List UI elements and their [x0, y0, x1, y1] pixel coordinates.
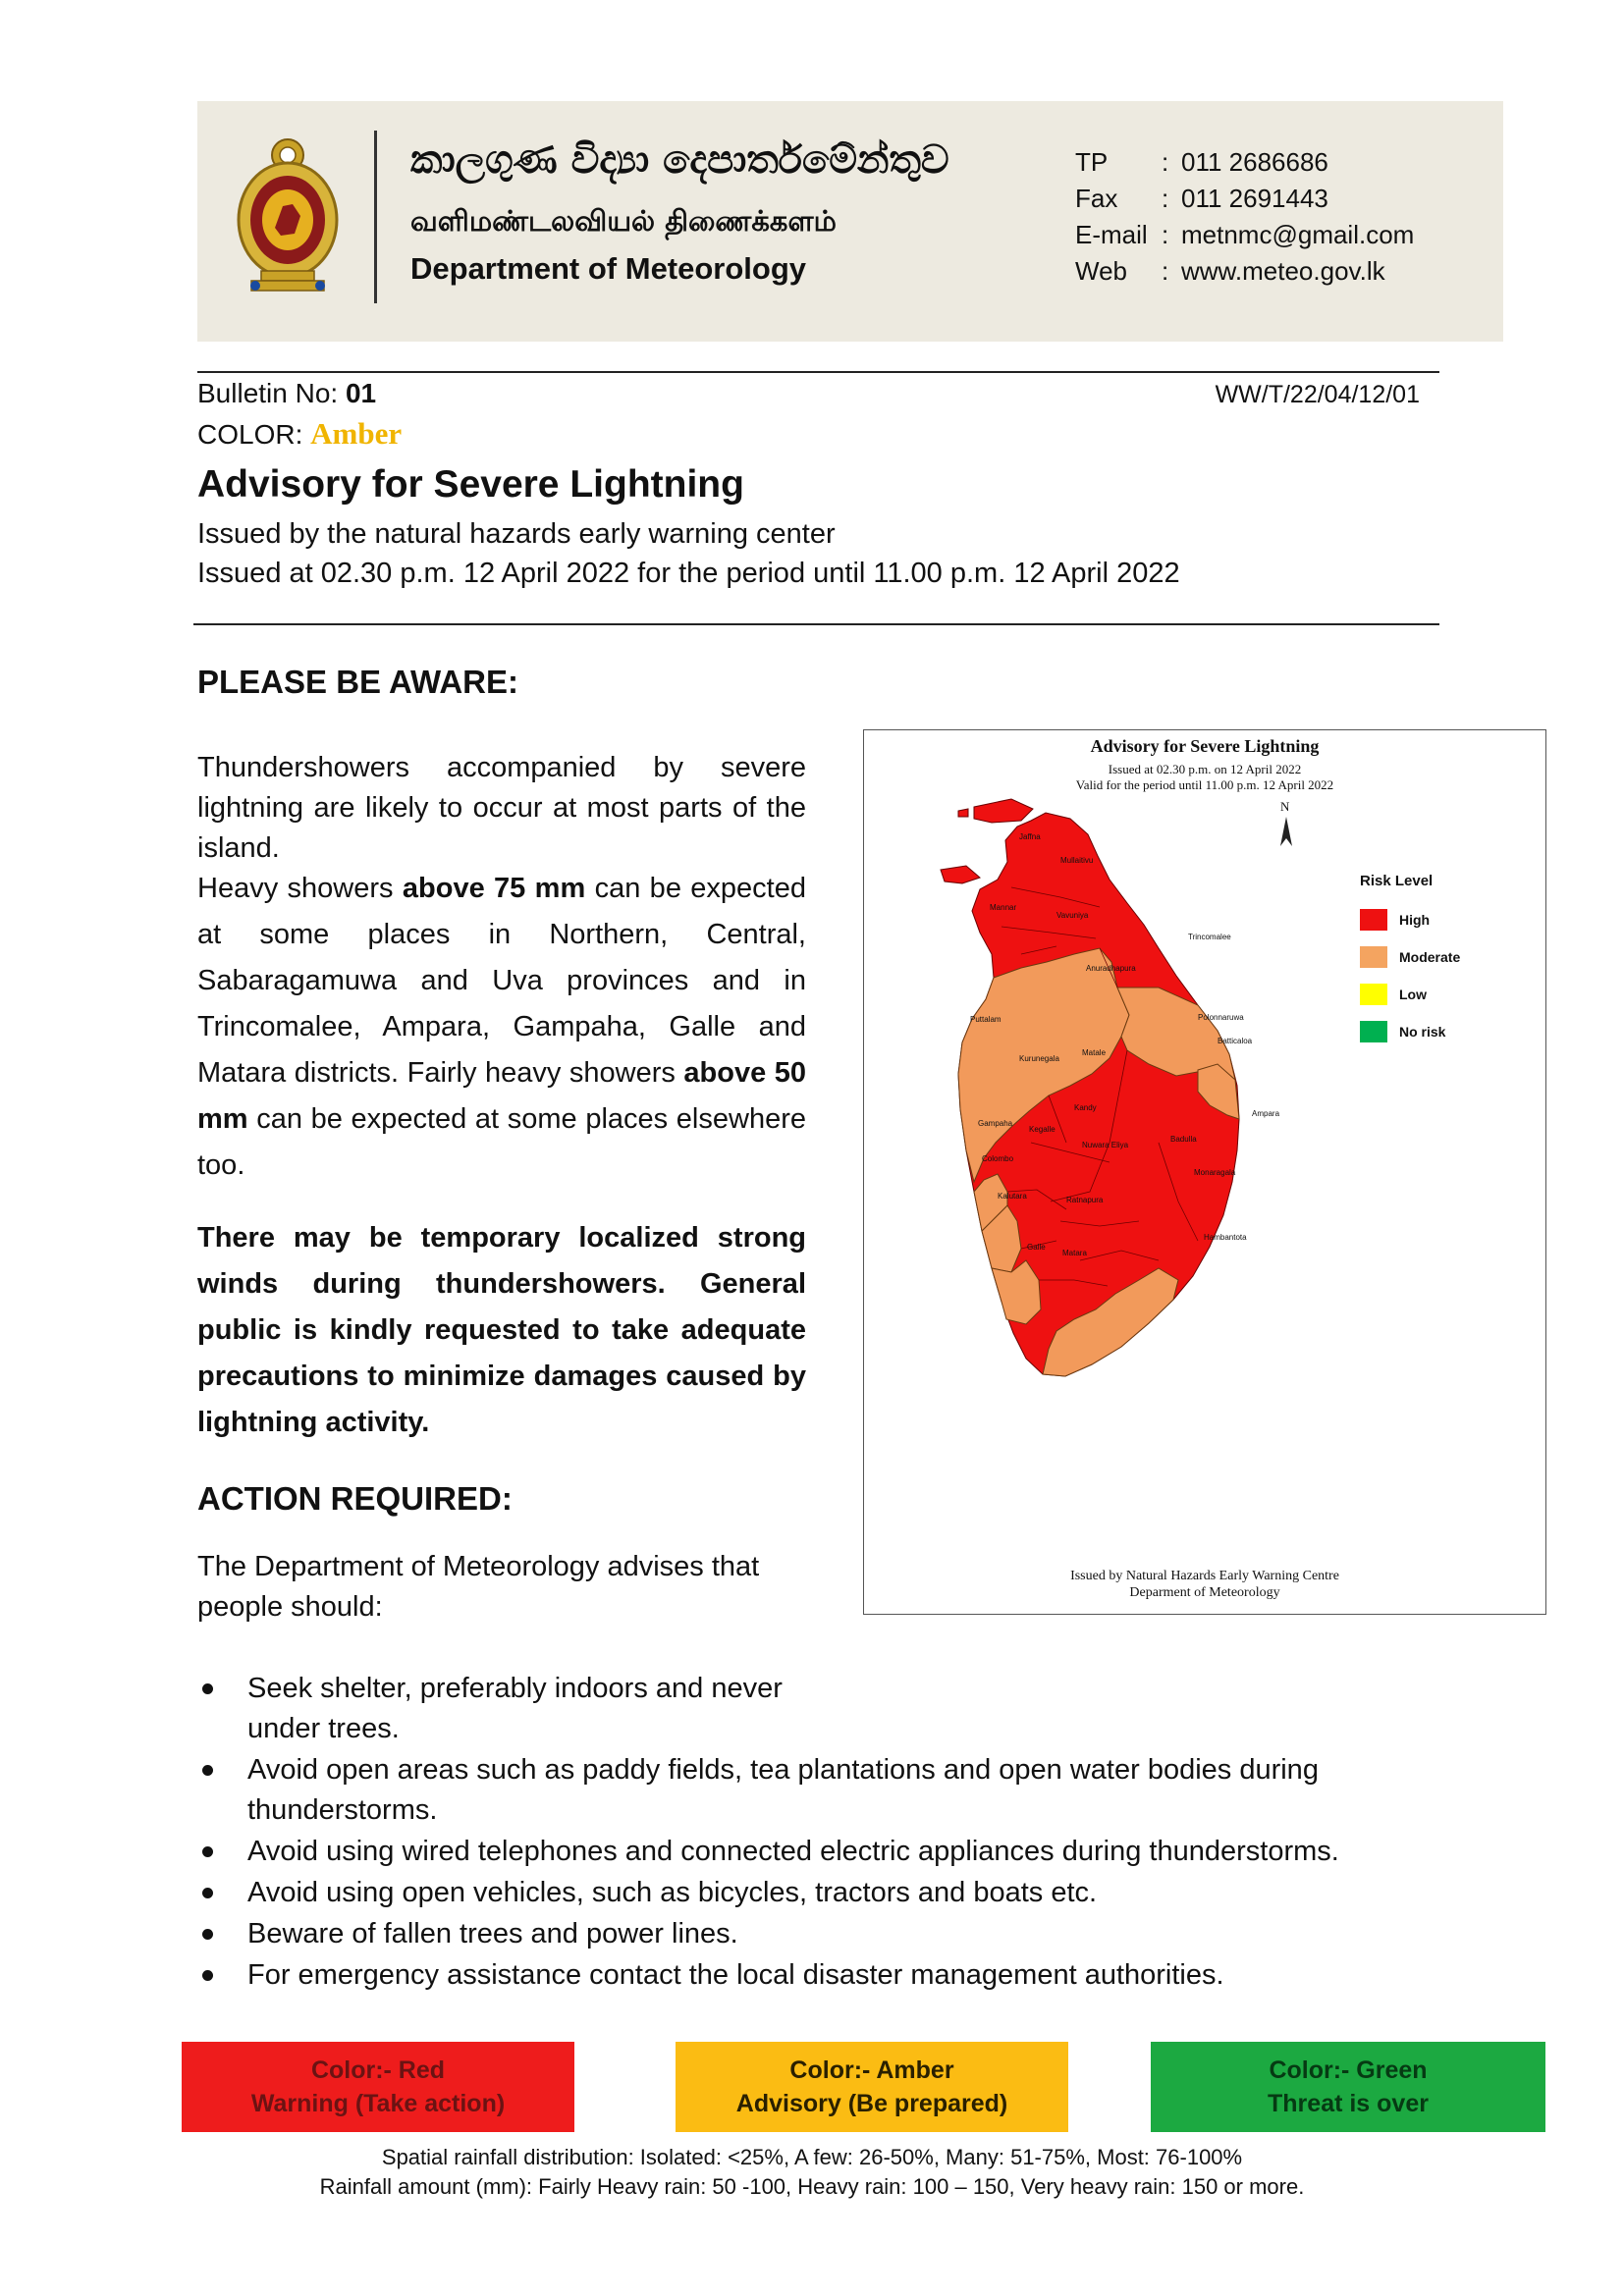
key-amber-meaning: Advisory (Be prepared): [735, 2090, 1008, 2117]
contact-separator: :: [1162, 256, 1169, 286]
map-footer-dept: Deparment of Meteorology: [1129, 1585, 1280, 1600]
list-item-text: Avoid using wired telephones and connected electric appliances during thunderstorms.: [247, 1836, 1339, 1867]
legend-label: No risk: [1399, 1024, 1446, 1040]
action-list: [197, 1669, 1474, 1997]
bulletin-number-label: Bulletin No:: [197, 378, 346, 408]
text-run: can be expected at some places in Northern, Central, Sabaragamuwa and Uva provinces and in Trincomalee, Ampara, Gampaha, Galle and Matara districts. Fairly heavy showers: [197, 873, 806, 1089]
district-label: Nuwara Eliya: [1082, 1141, 1129, 1149]
aware-paragraph-2: [197, 866, 806, 1189]
map-footer-issuer: Issued by Natural Hazards Early Warning Centre: [1070, 1569, 1339, 1583]
key-red-meaning: Warning (Take action): [250, 2090, 506, 2117]
map-legend: [1360, 873, 1460, 1050]
contact-row-email: [1075, 217, 1414, 253]
contact-value: 011 2691443: [1181, 184, 1328, 213]
contact-separator: :: [1162, 220, 1169, 249]
middle-rule: [193, 623, 1439, 625]
contact-label: E-mail: [1075, 220, 1148, 249]
district-label: Mannar: [990, 903, 1017, 912]
list-item: [197, 1750, 1474, 1831]
legend-swatch: [1360, 946, 1387, 968]
key-amber-color: Color:- Amber: [789, 2056, 954, 2084]
contact-label: Web: [1075, 256, 1127, 286]
district-label: Kurunegala: [1019, 1054, 1059, 1063]
key-green: [1151, 2042, 1545, 2132]
list-item-text: Avoid open areas such as paddy fields, tea plantations and open water bodies during thunderstorms.: [247, 1754, 1319, 1826]
contact-separator: :: [1162, 184, 1169, 213]
footer-distribution: Spatial rainfall distribution: Isolated: <25%, A few: 26-50%, Many: 51-75%, Most: 76-100%: [381, 2145, 1243, 2169]
list-item-text: For emergency assistance contact the local disaster management authorities.: [247, 1959, 1224, 1991]
key-green-color: Color:- Green: [1269, 2056, 1428, 2084]
contact-block: [1075, 144, 1414, 290]
key-red-color: Color:- Red: [310, 2056, 446, 2084]
district-label: Matale: [1082, 1048, 1107, 1057]
map-valid-until: Valid for the period until 11.00 p.m. 12 April 2022: [1075, 777, 1334, 792]
district-label: Galle: [1027, 1243, 1046, 1252]
list-item-text: Seek shelter, preferably indoors and never under trees.: [247, 1673, 783, 1744]
dept-name-english: Department of Meteorology: [410, 251, 807, 286]
bullet-icon: [202, 1683, 213, 1694]
contact-value[interactable]: www.meteo.gov.lk: [1181, 256, 1385, 286]
text-run-bold: above 75 mm: [402, 873, 586, 904]
legend-item-low: [1360, 976, 1460, 1013]
district-label: Puttalam: [970, 1015, 1001, 1024]
dept-name-sinhala: කාලගුණ විද්‍යා දෙපාර්තමේන්තුව: [410, 137, 949, 183]
list-item: [197, 1955, 1474, 1996]
district-label: Vavuniya: [1056, 911, 1089, 920]
district-label: Ratnapura: [1066, 1196, 1104, 1204]
district-label: Hambantota: [1204, 1233, 1247, 1242]
contact-row-tp: [1075, 144, 1414, 181]
action-heading: ACTION REQUIRED:: [197, 1480, 513, 1517]
map-region-high: [941, 866, 980, 883]
top-rule: [197, 371, 1439, 373]
list-item: [197, 1914, 1474, 1954]
bullet-icon: [202, 1970, 213, 1981]
legend-title: Risk Level: [1360, 873, 1434, 889]
district-label: Kandy: [1074, 1103, 1097, 1112]
contact-label: Fax: [1075, 184, 1118, 213]
district-label: Kegalle: [1029, 1125, 1056, 1134]
legend-swatch: [1360, 1021, 1387, 1042]
text-run-bold: above 50 mm: [197, 1057, 806, 1135]
contact-separator: :: [1162, 147, 1169, 177]
contact-value[interactable]: metnmc@gmail.com: [1181, 220, 1415, 249]
map-issued-at: Issued at 02.30 p.m. on 12 April 2022: [1108, 762, 1302, 776]
bulletin-color: [197, 416, 402, 452]
footer-amount: Rainfall amount (mm): Fairly Heavy rain: 50 -100, Heavy rain: 100 – 150, Very heavy rain: 150 or more.: [319, 2174, 1305, 2199]
risk-map: [863, 729, 1546, 1615]
text-run: Heavy showers: [197, 873, 403, 904]
key-amber: [676, 2042, 1068, 2132]
map-region-high: [974, 799, 1033, 823]
district-label: Polonnaruwa: [1198, 1013, 1244, 1022]
legend-item-no-risk: [1360, 1013, 1460, 1050]
bulletin-number-value: 01: [345, 378, 377, 408]
legend-swatch: [1360, 909, 1387, 931]
bulletin-number: [197, 378, 376, 409]
district-label: Matara: [1062, 1249, 1087, 1257]
district-label: Jaffna: [1019, 832, 1041, 841]
district-label: Kalutara: [998, 1192, 1027, 1201]
district-label: Anuradhapura: [1086, 964, 1136, 973]
issued-by: Issued by the natural hazards early warning center: [197, 518, 836, 550]
key-red: [182, 2042, 574, 2132]
legend-label: Moderate: [1399, 949, 1461, 965]
district-label: Badulla: [1170, 1135, 1197, 1144]
legend-label: High: [1399, 912, 1431, 928]
bullet-icon: [202, 1888, 213, 1898]
district-label: Gampaha: [978, 1119, 1013, 1128]
bulletin-color-value: Amber: [310, 416, 403, 451]
action-intro: The Department of Meteorology advises that people should:: [197, 1551, 760, 1623]
district-label: Batticaloa: [1218, 1037, 1253, 1045]
list-item: [197, 1832, 1474, 1872]
emblem-icon: [232, 133, 344, 295]
bulletin-color-label: COLOR:: [197, 419, 311, 450]
list-item-text: Beware of fallen trees and power lines.: [247, 1918, 738, 1949]
key-green-meaning: Threat is over: [1268, 2090, 1429, 2117]
aware-heading: PLEASE BE AWARE:: [197, 664, 518, 700]
legend-item-high: [1360, 901, 1460, 938]
aware-paragraph-3: There may be temporary localized strong winds during thundershowers. General public is kindly requested to take adequate precautions to minimize damages caused by lightning activity.: [197, 1222, 806, 1438]
north-arrow-icon: [1280, 817, 1292, 846]
north-label: N: [1280, 799, 1290, 814]
text-run: can be expected at some places elsewhere too.: [197, 1103, 806, 1181]
district-label: Ampara: [1252, 1109, 1280, 1118]
contact-value: 011 2686686: [1181, 147, 1328, 177]
list-item: [197, 1669, 797, 1749]
reference-code: WW/T/22/04/12/01: [1215, 381, 1420, 408]
header-divider: [374, 131, 377, 303]
bullet-icon: [202, 1846, 213, 1857]
legend-label: Low: [1399, 987, 1427, 1002]
list-item-text: Avoid using open vehicles, such as bicycles, tractors and boats etc.: [247, 1877, 1098, 1908]
district-label: Mullaitivu: [1060, 856, 1094, 865]
legend-item-moderate: [1360, 938, 1460, 976]
bullet-icon: [202, 1929, 213, 1940]
aware-paragraph-1: Thundershowers accompanied by severe lightning are likely to occur at most parts of the island.: [197, 752, 806, 864]
contact-row-fax: [1075, 181, 1414, 217]
contact-row-web: [1075, 253, 1414, 290]
dept-name-tamil: வளிமண்டலவியல் திணைக்களம்: [410, 204, 837, 238]
district-label: Monaragala: [1194, 1168, 1236, 1177]
district-label: Colombo: [982, 1154, 1014, 1163]
map-region-high: [958, 809, 968, 817]
issued-at: Issued at 02.30 p.m. 12 April 2022 for the period until 11.00 p.m. 12 April 2022: [197, 558, 1180, 589]
district-label: Trincomalee: [1188, 933, 1231, 941]
bullet-icon: [202, 1765, 213, 1776]
map-title: Advisory for Severe Lightning: [1090, 736, 1320, 756]
contact-label: TP: [1075, 147, 1109, 177]
list-item: [197, 1873, 1474, 1913]
legend-swatch: [1360, 984, 1387, 1005]
document-title: Advisory for Severe Lightning: [197, 463, 744, 506]
